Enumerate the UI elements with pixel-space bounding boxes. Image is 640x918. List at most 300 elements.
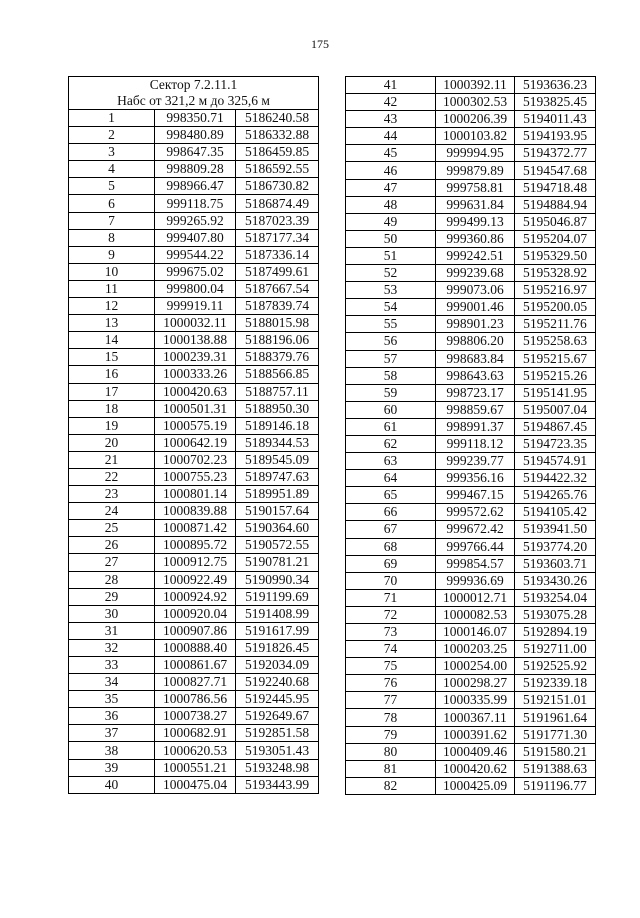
y-coordinate: 5186730.82 [236, 178, 319, 195]
x-coordinate: 999758.81 [436, 179, 515, 196]
x-coordinate: 998647.35 [155, 144, 236, 161]
x-coordinate: 1000302.53 [436, 94, 515, 111]
table-row [69, 708, 319, 725]
point-number: 61 [346, 418, 436, 435]
table-row [69, 161, 319, 178]
point-number: 15 [69, 349, 155, 366]
point-number: 56 [346, 333, 436, 350]
table-row [346, 94, 596, 111]
x-coordinate: 999073.06 [436, 282, 515, 299]
point-number: 13 [69, 315, 155, 332]
point-number: 77 [346, 692, 436, 709]
x-coordinate: 1000871.42 [155, 520, 236, 537]
table-row [69, 503, 319, 520]
y-coordinate: 5193603.71 [515, 555, 596, 572]
table-row [346, 77, 596, 94]
table-row [346, 606, 596, 623]
table-row [346, 487, 596, 504]
y-coordinate: 5193430.26 [515, 572, 596, 589]
table-row [346, 760, 596, 777]
point-number: 82 [346, 777, 436, 794]
point-number: 30 [69, 605, 155, 622]
x-coordinate: 998806.20 [436, 333, 515, 350]
y-coordinate: 5186874.49 [236, 195, 319, 212]
table-row [346, 316, 596, 333]
table-row [346, 384, 596, 401]
y-coordinate: 5193248.98 [236, 759, 319, 776]
table-row [69, 127, 319, 144]
y-coordinate: 5187023.39 [236, 212, 319, 229]
y-coordinate: 5195328.92 [515, 265, 596, 282]
y-coordinate: 5194718.48 [515, 179, 596, 196]
y-coordinate: 5194884.94 [515, 196, 596, 213]
point-number: 14 [69, 332, 155, 349]
x-coordinate: 1000755.23 [155, 468, 236, 485]
point-number: 12 [69, 298, 155, 315]
y-coordinate: 5194105.42 [515, 504, 596, 521]
x-coordinate: 1000333.26 [155, 366, 236, 383]
x-coordinate: 1000786.56 [155, 691, 236, 708]
x-coordinate: 1000420.63 [155, 383, 236, 400]
y-coordinate: 5191771.30 [515, 726, 596, 743]
x-coordinate: 1000298.27 [436, 675, 515, 692]
table-row [346, 675, 596, 692]
y-coordinate: 5187177.34 [236, 229, 319, 246]
table-row [346, 470, 596, 487]
y-coordinate: 5187839.74 [236, 298, 319, 315]
table-row [346, 658, 596, 675]
y-coordinate: 5191408.99 [236, 605, 319, 622]
table-row [346, 367, 596, 384]
x-coordinate: 999407.80 [155, 229, 236, 246]
table-row [346, 418, 596, 435]
y-coordinate: 5187499.61 [236, 263, 319, 280]
y-coordinate: 5195007.04 [515, 401, 596, 418]
y-coordinate: 5195211.76 [515, 316, 596, 333]
point-number: 11 [69, 280, 155, 297]
coordinates-table-right [345, 76, 596, 795]
y-coordinate: 5192151.01 [515, 692, 596, 709]
point-number: 19 [69, 417, 155, 434]
y-coordinate: 5191617.99 [236, 622, 319, 639]
x-coordinate: 1000888.40 [155, 639, 236, 656]
point-number: 34 [69, 674, 155, 691]
x-coordinate: 1000206.39 [436, 111, 515, 128]
x-coordinate: 999356.16 [436, 470, 515, 487]
x-coordinate: 999994.95 [436, 145, 515, 162]
point-number: 32 [69, 639, 155, 656]
point-number: 73 [346, 624, 436, 641]
point-number: 4 [69, 161, 155, 178]
table-row [69, 315, 319, 332]
x-coordinate: 1000682.91 [155, 725, 236, 742]
y-coordinate: 5194547.68 [515, 162, 596, 179]
table-row [346, 572, 596, 589]
x-coordinate: 999118.75 [155, 195, 236, 212]
y-coordinate: 5188757.11 [236, 383, 319, 400]
y-coordinate: 5190364.60 [236, 520, 319, 537]
table-row [69, 383, 319, 400]
y-coordinate: 5189545.09 [236, 451, 319, 468]
point-number: 50 [346, 230, 436, 247]
y-coordinate: 5188379.76 [236, 349, 319, 366]
x-coordinate: 1000907.86 [155, 622, 236, 639]
x-coordinate: 1000103.82 [436, 128, 515, 145]
y-coordinate: 5193075.28 [515, 606, 596, 623]
table-row [346, 743, 596, 760]
point-number: 60 [346, 401, 436, 418]
point-number: 80 [346, 743, 436, 760]
point-number: 58 [346, 367, 436, 384]
y-coordinate: 5192240.68 [236, 674, 319, 691]
table-row [69, 622, 319, 639]
y-coordinate: 5194422.32 [515, 470, 596, 487]
coordinates-table-left [68, 76, 319, 794]
point-number: 6 [69, 195, 155, 212]
x-coordinate: 998350.71 [155, 110, 236, 127]
table-row [69, 263, 319, 280]
y-coordinate: 5191196.77 [515, 777, 596, 794]
y-coordinate: 5195216.97 [515, 282, 596, 299]
x-coordinate: 999879.89 [436, 162, 515, 179]
point-number: 5 [69, 178, 155, 195]
table-row [69, 725, 319, 742]
y-coordinate: 5193825.45 [515, 94, 596, 111]
y-coordinate: 5189344.53 [236, 434, 319, 451]
table-row [346, 401, 596, 418]
table-row [69, 366, 319, 383]
y-coordinate: 5192525.92 [515, 658, 596, 675]
point-number: 62 [346, 435, 436, 452]
table-row [346, 641, 596, 658]
x-coordinate: 999001.46 [436, 299, 515, 316]
point-number: 20 [69, 434, 155, 451]
x-coordinate: 998901.23 [436, 316, 515, 333]
table-row [346, 145, 596, 162]
x-coordinate: 999544.22 [155, 246, 236, 263]
y-coordinate: 5190781.21 [236, 554, 319, 571]
y-coordinate: 5186332.88 [236, 127, 319, 144]
point-number: 68 [346, 538, 436, 555]
table-row [69, 588, 319, 605]
table-row [69, 759, 319, 776]
y-coordinate: 5195141.95 [515, 384, 596, 401]
x-coordinate: 999242.51 [436, 247, 515, 264]
x-coordinate: 1000082.53 [436, 606, 515, 623]
point-number: 33 [69, 657, 155, 674]
x-coordinate: 1000012.71 [436, 589, 515, 606]
point-number: 72 [346, 606, 436, 623]
y-coordinate: 5195215.67 [515, 350, 596, 367]
point-number: 22 [69, 468, 155, 485]
table-row [69, 520, 319, 537]
y-coordinate: 5191199.69 [236, 588, 319, 605]
x-coordinate: 1000391.62 [436, 726, 515, 743]
sector-subtitle: Набс от 321,2 м до 325,6 м [117, 93, 270, 108]
point-number: 28 [69, 571, 155, 588]
point-number: 46 [346, 162, 436, 179]
y-coordinate: 5191580.21 [515, 743, 596, 760]
table-row [69, 657, 319, 674]
table-row [346, 709, 596, 726]
x-coordinate: 998683.84 [436, 350, 515, 367]
y-coordinate: 5192339.18 [515, 675, 596, 692]
table-row [69, 195, 319, 212]
y-coordinate: 5193636.23 [515, 77, 596, 94]
point-number: 29 [69, 588, 155, 605]
sector-header-cell [69, 77, 319, 110]
table-row [69, 674, 319, 691]
point-number: 69 [346, 555, 436, 572]
table-row [69, 537, 319, 554]
x-coordinate: 1000922.49 [155, 571, 236, 588]
table-row [346, 521, 596, 538]
sector-title: Сектор 7.2.11.1 [149, 77, 238, 92]
point-number: 54 [346, 299, 436, 316]
x-coordinate: 999672.42 [436, 521, 515, 538]
y-coordinate: 5194867.45 [515, 418, 596, 435]
y-coordinate: 5195329.50 [515, 247, 596, 264]
table-row [346, 265, 596, 282]
y-coordinate: 5188015.98 [236, 315, 319, 332]
table-row [346, 196, 596, 213]
point-number: 42 [346, 94, 436, 111]
x-coordinate: 1000203.25 [436, 641, 515, 658]
x-coordinate: 1000138.88 [155, 332, 236, 349]
x-coordinate: 998991.37 [436, 418, 515, 435]
x-coordinate: 999467.15 [436, 487, 515, 504]
point-number: 65 [346, 487, 436, 504]
table-row [346, 128, 596, 145]
x-coordinate: 1000827.71 [155, 674, 236, 691]
point-number: 66 [346, 504, 436, 521]
point-number: 26 [69, 537, 155, 554]
y-coordinate: 5188950.30 [236, 400, 319, 417]
x-coordinate: 998859.67 [436, 401, 515, 418]
x-coordinate: 999239.68 [436, 265, 515, 282]
point-number: 55 [346, 316, 436, 333]
point-number: 81 [346, 760, 436, 777]
point-number: 7 [69, 212, 155, 229]
y-coordinate: 5195204.07 [515, 230, 596, 247]
table-row [346, 453, 596, 470]
y-coordinate: 5186592.55 [236, 161, 319, 178]
x-coordinate: 1000575.19 [155, 417, 236, 434]
y-coordinate: 5189146.18 [236, 417, 319, 434]
x-coordinate: 1000425.09 [436, 777, 515, 794]
table-row [69, 298, 319, 315]
point-number: 41 [346, 77, 436, 94]
y-coordinate: 5195258.63 [515, 333, 596, 350]
x-coordinate: 1000620.53 [155, 742, 236, 759]
y-coordinate: 5195046.87 [515, 213, 596, 230]
point-number: 47 [346, 179, 436, 196]
x-coordinate: 999800.04 [155, 280, 236, 297]
y-coordinate: 5193443.99 [236, 776, 319, 793]
table-row [346, 504, 596, 521]
x-coordinate: 1000420.62 [436, 760, 515, 777]
point-number: 38 [69, 742, 155, 759]
x-coordinate: 1000801.14 [155, 486, 236, 503]
y-coordinate: 5195200.05 [515, 299, 596, 316]
point-number: 39 [69, 759, 155, 776]
y-coordinate: 5192894.19 [515, 624, 596, 641]
x-coordinate: 1000551.21 [155, 759, 236, 776]
point-number: 27 [69, 554, 155, 571]
table-row [69, 332, 319, 349]
point-number: 9 [69, 246, 155, 263]
table-row [69, 280, 319, 297]
table-row [69, 639, 319, 656]
x-coordinate: 1000392.11 [436, 77, 515, 94]
x-coordinate: 999854.57 [436, 555, 515, 572]
point-number: 44 [346, 128, 436, 145]
table-row [346, 555, 596, 572]
x-coordinate: 1000895.72 [155, 537, 236, 554]
page-number: 175 [311, 37, 329, 51]
table-row [346, 777, 596, 794]
table-row [69, 400, 319, 417]
point-number: 35 [69, 691, 155, 708]
y-coordinate: 5194193.95 [515, 128, 596, 145]
x-coordinate: 1000032.11 [155, 315, 236, 332]
table-row [346, 333, 596, 350]
x-coordinate: 999265.92 [155, 212, 236, 229]
y-coordinate: 5193051.43 [236, 742, 319, 759]
x-coordinate: 1000239.31 [155, 349, 236, 366]
table-row [69, 110, 319, 127]
table-row [69, 212, 319, 229]
x-coordinate: 1000367.11 [436, 709, 515, 726]
x-coordinate: 998480.89 [155, 127, 236, 144]
point-number: 74 [346, 641, 436, 658]
x-coordinate: 999118.12 [436, 435, 515, 452]
point-number: 52 [346, 265, 436, 282]
y-coordinate: 5191961.64 [515, 709, 596, 726]
point-number: 70 [346, 572, 436, 589]
table-row [346, 162, 596, 179]
x-coordinate: 999239.77 [436, 453, 515, 470]
x-coordinate: 998643.63 [436, 367, 515, 384]
x-coordinate: 999936.69 [436, 572, 515, 589]
table-row [69, 776, 319, 793]
point-number: 63 [346, 453, 436, 470]
point-number: 1 [69, 110, 155, 127]
point-number: 43 [346, 111, 436, 128]
table-row [346, 538, 596, 555]
point-number: 71 [346, 589, 436, 606]
point-number: 24 [69, 503, 155, 520]
table-row [346, 179, 596, 196]
point-number: 36 [69, 708, 155, 725]
point-number: 21 [69, 451, 155, 468]
y-coordinate: 5194723.35 [515, 435, 596, 452]
table-row [69, 417, 319, 434]
x-coordinate: 1000702.23 [155, 451, 236, 468]
point-number: 31 [69, 622, 155, 639]
x-coordinate: 1000254.00 [436, 658, 515, 675]
point-number: 3 [69, 144, 155, 161]
x-coordinate: 1000475.04 [155, 776, 236, 793]
point-number: 76 [346, 675, 436, 692]
y-coordinate: 5192711.00 [515, 641, 596, 658]
table-row [69, 451, 319, 468]
x-coordinate: 1000924.92 [155, 588, 236, 605]
x-coordinate: 999919.11 [155, 298, 236, 315]
y-coordinate: 5195215.26 [515, 367, 596, 384]
y-coordinate: 5190572.55 [236, 537, 319, 554]
x-coordinate: 999360.86 [436, 230, 515, 247]
table-row [69, 468, 319, 485]
x-coordinate: 998966.47 [155, 178, 236, 195]
table-row [346, 282, 596, 299]
point-number: 16 [69, 366, 155, 383]
x-coordinate: 1000146.07 [436, 624, 515, 641]
point-number: 64 [346, 470, 436, 487]
table-header-row [69, 77, 319, 110]
y-coordinate: 5187667.54 [236, 280, 319, 297]
table-row [69, 571, 319, 588]
x-coordinate: 999499.13 [436, 213, 515, 230]
x-coordinate: 1000409.46 [436, 743, 515, 760]
x-coordinate: 1000501.31 [155, 400, 236, 417]
point-number: 48 [346, 196, 436, 213]
table-row [69, 246, 319, 263]
x-coordinate: 999766.44 [436, 538, 515, 555]
point-number: 10 [69, 263, 155, 280]
table-row [69, 742, 319, 759]
x-coordinate: 1000861.67 [155, 657, 236, 674]
x-coordinate: 999572.62 [436, 504, 515, 521]
x-coordinate: 998723.17 [436, 384, 515, 401]
table-row [346, 213, 596, 230]
y-coordinate: 5186459.85 [236, 144, 319, 161]
x-coordinate: 1000642.19 [155, 434, 236, 451]
table-row [346, 726, 596, 743]
table-row [69, 229, 319, 246]
point-number: 49 [346, 213, 436, 230]
y-coordinate: 5193254.04 [515, 589, 596, 606]
table-row [346, 299, 596, 316]
table-row [69, 144, 319, 161]
y-coordinate: 5186240.58 [236, 110, 319, 127]
x-coordinate: 999631.84 [436, 196, 515, 213]
point-number: 67 [346, 521, 436, 538]
y-coordinate: 5193774.20 [515, 538, 596, 555]
table-row [69, 486, 319, 503]
point-number: 53 [346, 282, 436, 299]
y-coordinate: 5188566.85 [236, 366, 319, 383]
x-coordinate: 1000920.04 [155, 605, 236, 622]
table-row [69, 605, 319, 622]
table-row [346, 247, 596, 264]
point-number: 51 [346, 247, 436, 264]
point-number: 18 [69, 400, 155, 417]
y-coordinate: 5192649.67 [236, 708, 319, 725]
y-coordinate: 5189951.89 [236, 486, 319, 503]
x-coordinate: 1000738.27 [155, 708, 236, 725]
y-coordinate: 5193941.50 [515, 521, 596, 538]
x-coordinate: 999675.02 [155, 263, 236, 280]
y-coordinate: 5190990.34 [236, 571, 319, 588]
table-row [346, 435, 596, 452]
table-row [69, 554, 319, 571]
table-row [346, 230, 596, 247]
y-coordinate: 5194265.76 [515, 487, 596, 504]
point-number: 78 [346, 709, 436, 726]
x-coordinate: 998809.28 [155, 161, 236, 178]
x-coordinate: 1000335.99 [436, 692, 515, 709]
